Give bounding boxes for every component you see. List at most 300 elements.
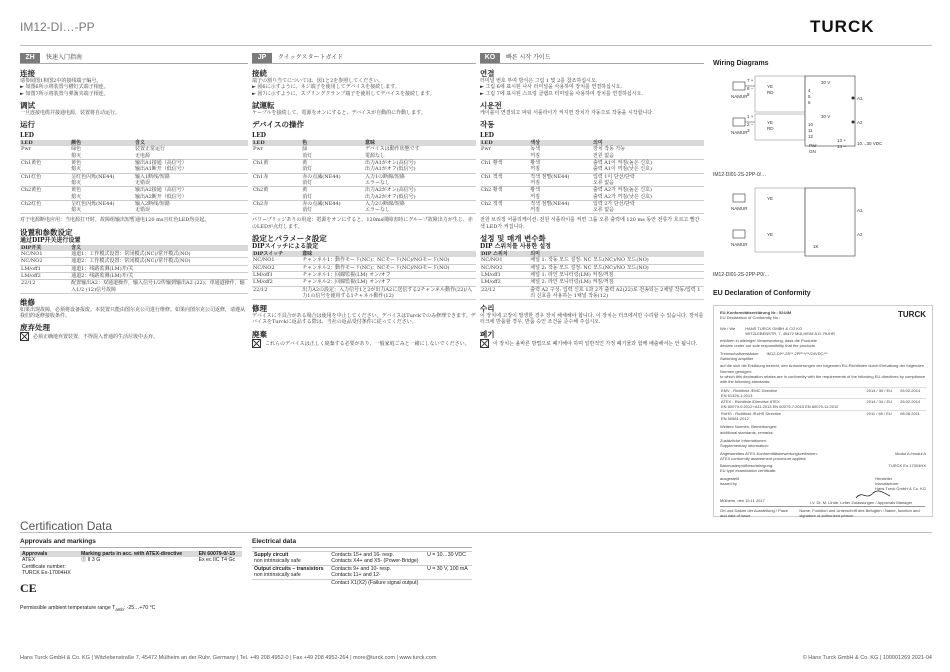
led-cell: 输出A2断开（低信号） [134, 194, 248, 201]
pin-label: 7 + [747, 78, 754, 83]
wiring-diagrams [713, 72, 933, 282]
eu-directive-cell: 2011 / 65 / EU [866, 410, 900, 416]
led-cell: 赤の点滅(NE44) [302, 200, 341, 207]
header-cell: DIPスイッチ [252, 251, 301, 257]
led-cell: 输入1断线/短路 [134, 173, 170, 180]
section-commissioning: 调试 [20, 100, 35, 110]
led-row [20, 166, 248, 173]
column-ko [480, 53, 704, 348]
eu-directive-cell: EN 61326-1:2013 [721, 392, 753, 398]
dip-row [20, 265, 248, 272]
diagram-1 [713, 76, 883, 178]
eu-logo: TURCK [898, 310, 926, 319]
column-jp [252, 53, 476, 348]
eu-r1b: ATEX conformity assessment procedure applied: [720, 455, 807, 461]
dip-cell: 채널 1: 라인 모니터링(LM) 켜짐/꺼짐 [529, 271, 704, 278]
eu-l3b: to which this declaration relates are in conformity with the requirements of the following EU-directives by compliance with the following standards: [720, 373, 926, 385]
electrical-section [252, 538, 472, 586]
dip-cell: 出力A2の設定：入力信号1と2が出力A2に送信する2チャンネル動作(22)/入力1の信号を使用する1チャネル動作(12) [301, 286, 476, 300]
pin-label: 2 − [747, 122, 754, 127]
led-cell: 꺼짐 [529, 166, 592, 173]
led-row [480, 160, 704, 167]
dip-row [252, 279, 476, 286]
section-operation: 运行 [20, 120, 35, 130]
led-cell: 입력 1이 단선/단락 [592, 173, 635, 180]
eu-we: Wir / We [720, 325, 736, 331]
electrical-table [252, 551, 472, 586]
led-row [480, 200, 704, 207]
led-cell [252, 166, 301, 173]
led-cell: 赤の点滅(NE44) [302, 173, 341, 180]
led-cell: 黄 [302, 160, 308, 167]
header-cell: Marking parts in acc. with ATEX-directive [79, 551, 197, 557]
pin-label: 1 + [747, 114, 754, 119]
header-cell: 含义 [134, 140, 248, 146]
led-subtitle: LED [20, 132, 34, 140]
eu-document [713, 305, 933, 517]
lang-badge: ZH [20, 53, 40, 63]
eu-r3d: Hans Turck GmbH & Co. KG [875, 486, 926, 492]
dip-row [252, 257, 476, 264]
pin-label: 9 [747, 92, 750, 97]
led-cell [252, 194, 301, 201]
repair-text: デバイスに不具合がある場合は使用を中止してください。デバイスはTurckでのみ修理できます。デバイスをTurckに返品する際は、当社の返品受付条件に従ってください。 [252, 313, 476, 326]
led-row [480, 173, 704, 180]
dip-cell: NC/NO2 [480, 264, 529, 271]
section-disposal: 废弃处理 [20, 323, 50, 333]
approvals-cell: Certificate number: [22, 563, 66, 570]
eu-directive-cell: 2014 / 30 / EU [866, 387, 900, 393]
eu-r3: ausgestellt [720, 475, 740, 481]
eu-s1: Ort und Datum der Ausstellung / Place and date of issue [720, 508, 789, 519]
pin-label: 8 − [747, 86, 754, 91]
eu-l4: Weitere Normen, Bemerkungen: [720, 424, 778, 430]
dip-table [20, 245, 248, 294]
disposal-row [480, 339, 704, 348]
led-cell: 꺼짐 [529, 153, 592, 160]
electrical-row [252, 572, 472, 579]
dip-cell: 通道2：线路监测(LM)开/关 [70, 272, 248, 279]
led-row [20, 153, 248, 160]
eu-directives-table [720, 387, 926, 422]
section-connect: 연결 [480, 69, 495, 78]
dip-cell: NC/NO1 [252, 257, 301, 264]
dip-row [480, 279, 704, 286]
led-cell: Ch2黄色 [21, 187, 42, 194]
dip-cell: 通道1：工作模式设置：常闭模式(NC)/常开模式(NO) [70, 251, 248, 258]
eu-directive-cell [866, 416, 900, 421]
eu-directive-row [720, 416, 926, 421]
ch-label: 1K [813, 244, 819, 249]
led-cell: 적색 점멸(NE44) [530, 173, 570, 180]
led-cell: 꺼짐 [529, 180, 592, 187]
led-row [480, 187, 704, 194]
disposal-row [20, 332, 248, 341]
column-zh [20, 53, 248, 341]
led-row [20, 187, 248, 194]
led-row [20, 194, 248, 201]
led-cell: Ch2赤 [253, 200, 269, 207]
header-cell: 颜色 [70, 140, 134, 146]
dip-cell: 채널 2: 라인 모니터링(LM) 켜짐/꺼짐 [529, 279, 704, 286]
header-cell: LED [252, 140, 301, 146]
section-operation: 작동 [480, 120, 495, 130]
dip-cell: LM/off2 [480, 279, 529, 286]
led-cell: 緑 [302, 146, 308, 153]
guide-title: クイックスタートガイド [278, 53, 344, 61]
led-row [20, 180, 248, 187]
led-row [252, 194, 476, 201]
connect-text: ► 図6に示すように、ネジ端子を使用してデバイスを接続します。 [252, 84, 400, 91]
namur3-label: NAMUR [731, 206, 748, 211]
dip-cell: 출력 A2 구성: 입력 신호 1과 2가 출력 A2(22)로 전송되는 2채널 작동/입력 1의 신호를 사용하는 1채널 작동(12) [529, 286, 704, 300]
led-cell: 꺼짐 [529, 194, 592, 201]
approvals-cell: Ⓔ II 3 G [80, 557, 101, 564]
disposal-text: 必须正确地弃置装置，不得混入普通的生活垃圾中丢弃。 [33, 334, 159, 341]
header-cell: Approvals [20, 551, 79, 557]
led-cell: Ch1黄色 [21, 160, 42, 167]
ye-label: YE [767, 120, 774, 125]
led-row [20, 173, 248, 180]
eu-doc-label-en: EU Declaration of Conformity No.: [720, 315, 781, 321]
led-row [252, 166, 476, 173]
cert-title: Certification Data [20, 519, 113, 533]
power-note: 对于电源断电应用：当电源打开时，故障组输出短暂通电120 ms且红色LED均亮起。 [20, 217, 210, 224]
diagram2-caption: IM12-DI01-2S-2PP-P0/… [713, 272, 770, 278]
repair-text: 이 장치에 고장이 발생한 경우 장치 해체해야 합니다. 이 장치는 터크에서만 수리할 수 있습니다. 장치를 터크에 반품할 경우, 반품 승인 조건을 준수해 주십시오. [480, 313, 704, 326]
eu-l4b: additional standards, remarks: [720, 429, 774, 435]
led-cell: 熄灭 [70, 207, 134, 214]
pin-label: 3 [747, 128, 750, 133]
header-cell: EN 60079-0/-15 [197, 551, 242, 557]
led-cell: 녹색 [530, 146, 540, 153]
a1-label: A1 [857, 96, 863, 101]
sensor4-icon [733, 230, 745, 238]
dip-row [480, 271, 704, 278]
eu-l3: auf die sich die Erklärung bezieht, den Anforderungen der folgenden EU-Richtlinien durch Einhaltung der folgenden Normen genügen: [720, 363, 924, 374]
section-operation: デバイスの操作 [252, 120, 304, 130]
led-row [480, 153, 704, 160]
led-cell: Ch2红色 [21, 200, 42, 207]
lang-bar [480, 53, 704, 64]
eu-s2: Name, Funktion und Unterschrift des Befugten / Name, function and signature of authorized person [799, 508, 920, 519]
led-cell: Ch1赤 [253, 173, 269, 180]
led-cell: エラーなし [364, 180, 476, 187]
eu-doc-no: 5244M [778, 310, 792, 315]
led-cell: 输出A1接通（高信号） [134, 160, 187, 167]
dip-row [480, 257, 704, 264]
section-commissioning: 시운전 [480, 100, 502, 110]
led-cell: 无错误 [134, 180, 248, 187]
eu-l2v: IM12-DI**-2S**-2PP**/**/24VDC/** [766, 350, 828, 356]
disposal-row [252, 339, 476, 348]
connect-text: ► 如图7所示将装置与弹簧夹端子相连。 [20, 90, 109, 97]
dip-cell: NC/NO2 [20, 258, 70, 265]
led-cell: Ch2 적색 [481, 200, 503, 207]
led-row [480, 207, 704, 214]
eu-doc-label: EU-Konformitätserklärung Nr.: [720, 310, 778, 315]
led-row [20, 207, 248, 214]
eu-r1v: Modul A /modul A [895, 450, 926, 456]
led-cell [20, 194, 70, 201]
led-cell [480, 153, 529, 160]
eu-l5: Zusätzliche Informationen: [720, 437, 767, 443]
power-note: パワーブリッジありの用途：電源をオンにすると、120ms間障害時にグループ故障出力が生じ、赤のLEDが点灯します。 [252, 217, 473, 230]
connect-text: ► 그림 7에 표시된 스프링 클램프 터미널을 사용하여 장치를 연결하십시오. [480, 90, 643, 97]
eu-directive-cell: 08.06.2011 [899, 410, 926, 416]
eu-directive-cell: 26.02.2014 [899, 387, 926, 393]
electrical-cell: non intrinsically safe [254, 558, 301, 565]
led-cell: 出力A2がオフ(低信号) [364, 194, 476, 201]
led-cell: 熄灭 [70, 166, 134, 173]
eu-l2b: Switching amplifier [720, 356, 754, 362]
led-cell: 출력 A1이 켜짐(높은 신호) [592, 160, 652, 167]
header-cell: LED [480, 140, 529, 146]
dip-cell: チャンネル1：動作モード(NC)：NCモード(NC)/NOモード(NO) [301, 257, 476, 264]
led-cell [480, 194, 529, 201]
led-cell [252, 207, 301, 214]
power-note: 전원 브리징 어플리케이션: 전원 서플라이를 켜면 그룹 오류 출력에 120 ms 동안 전류가 흐르고 빨간색 LED가 켜집니다. [480, 217, 700, 230]
signature-image [854, 490, 894, 500]
dip-row [20, 258, 248, 265]
section-settings: 设置和参数设定 [20, 227, 73, 237]
electrical-cell: U = 10…30 VDC [425, 552, 472, 559]
crossed-bin-icon [252, 339, 261, 348]
led-cell: 输出A1断开（低信号） [134, 166, 248, 173]
led-cell: 출력 A2가 꺼짐(낮은 신호) [592, 194, 704, 201]
header-cell: DIP 스위치 [480, 251, 529, 257]
led-cell: 입력 2가 단선/단락 [592, 200, 635, 207]
approvals-table [20, 551, 242, 577]
led-cell: 黄色 [71, 160, 82, 167]
led-cell [252, 153, 301, 160]
electrical-cell: non intrinsically safe [254, 572, 301, 579]
commissioning-text: 一旦连接电缆并接通电源，装置将自动运行。 [20, 109, 121, 116]
led-cell: 電源なし [364, 153, 476, 160]
ambient-temp-sub: amb [115, 606, 124, 612]
electrical-cell: Contacts 15+ and 16- resp. [329, 552, 425, 559]
dip-cell: 通道2：工作模式设置：常闭模式(NC)/常开模式(NO) [70, 258, 248, 265]
led-cell: 绿色 [71, 146, 82, 153]
a2-label: A2 [857, 120, 863, 125]
led-row [252, 207, 476, 214]
lang-badge: KO [480, 53, 500, 63]
crossed-bin-icon [20, 332, 29, 341]
led-cell: 꺼짐 [529, 207, 592, 214]
led-cell [20, 153, 70, 160]
crossed-bin-icon [480, 339, 489, 348]
led-row [480, 194, 704, 201]
led-cell: 出力A1がオフ(低信号) [364, 166, 476, 173]
sensor2-icon [733, 118, 745, 126]
approvals-row [20, 570, 242, 576]
turck-logo [810, 18, 932, 34]
pin-label: 12 [808, 134, 814, 139]
header-cell: LED [20, 140, 70, 146]
electrical-cell: Contact X1(X2) (Failure signal output) [329, 579, 425, 586]
led-row [252, 160, 476, 167]
approvals-cell: ATEX [22, 557, 36, 564]
dip-cell: LM/off1 [252, 271, 301, 278]
led-cell: 出力A1がオン(高信号) [364, 160, 416, 167]
dip-row [20, 280, 248, 294]
led-cell: Ch2黄 [253, 187, 269, 194]
dip-cell: 配置输出A2：双通道操作，输入信号1/2传输到输出A2 (22)；单通道操作，输入1/2 (12)信号故障 [70, 280, 248, 294]
ambient-temp-label: Permissible ambient temperature range T [20, 604, 116, 611]
led-cell: 熄灭 [70, 180, 134, 187]
repair-text: 如果出现故障，必须将设备报废。本装置只能由图尔克公司进行维修。如果向图尔克公司返修，请遵从我们的返修接收条件。 [20, 306, 246, 320]
ye-label: YE [767, 84, 774, 89]
dip-cell: 22/12 [20, 280, 70, 294]
eu-place: Mülheim, den 15.11.2017 [720, 497, 765, 503]
rd-label: RD [767, 126, 774, 131]
approvals-section [20, 538, 242, 612]
led-cell: 无错误 [134, 207, 248, 214]
led-cell: 오류 없음 [592, 180, 704, 187]
led-cell: Pwr [253, 146, 264, 153]
connect-text: 터미널 번호 부여 방식은 그림 1 및 2를 참조하십시오. [480, 78, 598, 84]
led-cell: 消灯 [301, 166, 364, 173]
eu-l1b: declare under our sole responsibility that the products [720, 343, 815, 349]
ambient-temp [20, 605, 242, 612]
led-cell: 无电源 [134, 153, 248, 160]
eu-directive-cell: EMV - Richtlinie /EMC Directive [720, 387, 866, 393]
approvals-title: Approvals and markings [20, 538, 242, 548]
led-cell: Pwr [481, 146, 492, 153]
led-cell: 入力2の断線/短絡 [364, 200, 405, 207]
dip-row [480, 264, 704, 271]
section-repair: 수리 [480, 304, 495, 314]
pin-label: 5 [808, 94, 811, 99]
led-row [252, 200, 476, 207]
section-commissioning: 試運転 [252, 100, 275, 110]
led-cell: 황색 [530, 187, 540, 194]
eu-r1: Angewandtes ATEX-Konformitätsbewertungsverfahren: [720, 450, 818, 456]
led-cell: 장치 작동 가능 [592, 146, 626, 153]
led-cell: Ch2 황색 [481, 187, 503, 194]
led-row [480, 180, 704, 187]
led-cell: Ch1 황색 [481, 160, 503, 167]
led-cell [20, 166, 70, 173]
eu-title: EU Declaration of Conformity [713, 290, 811, 297]
disposal-text: 이 장치는 올바른 방법으로 폐기해야 하며 일반적인 가정 폐기물과 함께 배출해서는 안 됩니다. [493, 340, 698, 347]
diagram1-box2 [755, 114, 805, 140]
led-cell: Pwr [21, 146, 32, 153]
led-row [20, 160, 248, 167]
led-cell: 출력 A1이 꺼짐(낮은 신호) [592, 166, 704, 173]
diagram1-caption: IM12-DI01-2S-2PP-0/… [713, 172, 767, 178]
commissioning-text: ケーブルを接続して、電源をオンにすると、デバイスが自動的に作動します。 [252, 109, 426, 116]
ye-label: YE [767, 232, 774, 237]
document-title: IM12-DI…-PP [20, 20, 95, 34]
led-cell: 出力A2がオン(高信号) [364, 187, 416, 194]
dip-row [252, 271, 476, 278]
led-cell: 熄灭 [70, 194, 134, 201]
connect-text: 端子の割り当てについては、図1と2を参照してください。 [252, 78, 384, 84]
lang-bar [20, 53, 248, 64]
approvals-cell [197, 570, 242, 576]
a1-label: A1 [857, 208, 863, 213]
electrical-cell: Contacts 9+ and 10- resp. [329, 565, 425, 572]
electrical-row [252, 552, 472, 559]
pin-label: 6 [808, 100, 811, 105]
diagram2-box [755, 188, 805, 252]
header-cell: 색상 [529, 140, 592, 146]
sensor1-icon [733, 82, 745, 90]
section-settings: 設定とパラメータ設定 [252, 234, 327, 244]
dip-cell: NC/NO2 [252, 264, 301, 271]
eu-l5b: Supplementary information: [720, 443, 769, 449]
led-cell: 消灯 [301, 194, 364, 201]
terminal-a2 [852, 121, 855, 124]
electrical-cell: Output circuits – transistors [252, 565, 329, 572]
guide-title: 빠른 시작 가이드 [506, 53, 551, 61]
dip-cell: 채널 1: 작동 모드 설정: NC 모드(NC)/NO 모드(NO) [529, 257, 704, 264]
section-connect: 接続 [252, 69, 267, 78]
section-disposal: 廃棄 [252, 329, 267, 339]
led-row [252, 187, 476, 194]
led-table [20, 140, 248, 214]
section-disposal: 폐기 [480, 329, 495, 339]
namur2-label: NAMUR [731, 130, 748, 135]
led-cell: 消灯 [301, 207, 364, 214]
led-cell: 熄灭 [70, 153, 134, 160]
wiring-section [713, 60, 933, 67]
dip-subtitle: 通过DIP开关进行设置 [20, 236, 81, 244]
led-cell [480, 207, 529, 214]
dip-row [480, 286, 704, 300]
dip-cell: LM/off2 [252, 279, 301, 286]
led-table [480, 140, 704, 214]
namur1-label: NAMUR [731, 94, 748, 99]
eu-directive-cell: EN 60079-0:2012+A11:2013 EN 60079-7:2015 EN 60079-11:2012 [721, 404, 839, 410]
electrical-cell [425, 579, 472, 586]
dip-cell: 通道1：线路监测(LM)开/关 [70, 265, 248, 272]
pin-label: 10 [808, 122, 814, 127]
dip-cell: LM/off1 [480, 271, 529, 278]
electrical-cell: Contacts 11+ and 12- [331, 572, 381, 579]
header-divider [20, 45, 932, 46]
logo-text: TURCK [810, 18, 875, 34]
pin-label: 11 [808, 128, 813, 133]
eu-l1: erklären in alleiniger Verantwortung, dass die Produkte [720, 338, 817, 344]
approvals-cell: Ex ec IIC T4 Gc [198, 557, 236, 564]
eu-addr1: HANS TURCK GMBH & CO KG [745, 325, 803, 331]
dip-cell: NC/NO1 [20, 251, 70, 258]
led-cell: 输出A2接通（高信号） [134, 187, 187, 194]
eu-r2v: TURCK Ex-17004HX [888, 463, 926, 469]
dip-cell: 22/12 [252, 286, 301, 300]
footer-copyright: © Hans Turck GmbH & Co. KG | 100001269 2021-04 [802, 655, 932, 661]
header-cell: 의미 [529, 251, 704, 257]
dip-table [252, 251, 476, 300]
led-row [252, 153, 476, 160]
header-cell: 意味 [301, 251, 476, 257]
led-cell [20, 180, 70, 187]
electrical-row [252, 558, 472, 565]
dip-cell: チャンネル2：回線監視(LM) オン/オフ [301, 279, 476, 286]
dip-cell: 22/12 [480, 286, 529, 300]
led-table [252, 140, 476, 214]
electrical-cell: Contacts X4+ and X5- (Power-Bridge) [331, 558, 419, 565]
dip-cell: 채널 2: 작동 모드 설정: NC 모드(NC)/NO 모드(NO) [529, 264, 704, 271]
led-cell: エラーなし [364, 207, 476, 214]
dip-table [480, 251, 704, 300]
ye-label: YE [767, 196, 774, 201]
led-cell: 输入2断线/短路 [134, 200, 170, 207]
led-row [252, 180, 476, 187]
header-cell: DIP开关 [20, 245, 70, 251]
